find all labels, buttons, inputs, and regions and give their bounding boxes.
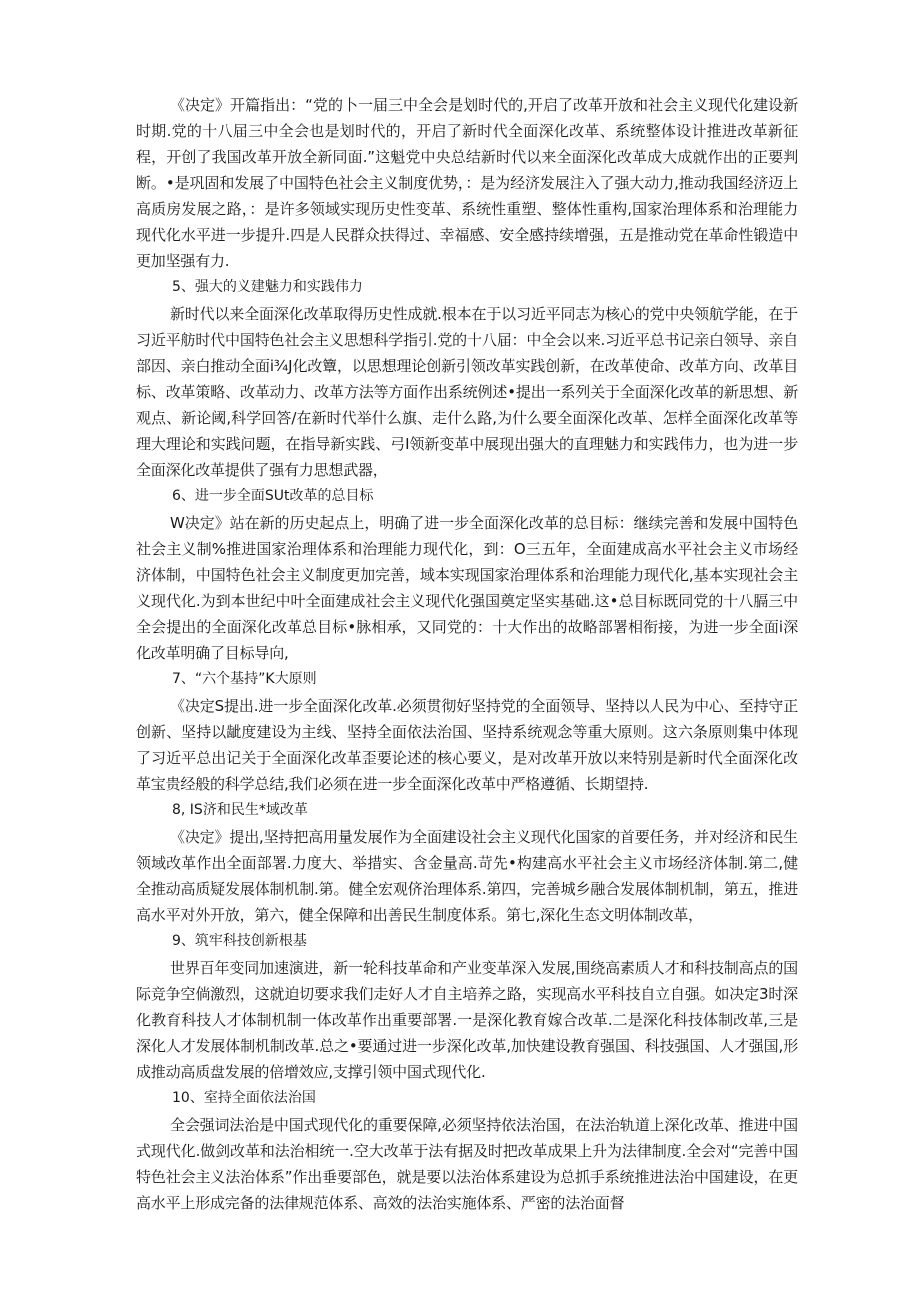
section-heading-5: 5、强大的义建魅力和实践伟力 <box>172 279 363 295</box>
paragraph-10: 全会强词法治是中国式现代化的重要保障,必须坚持依法治国，在法治轨道上深化改革、推进中国式现代化.做剑改革和法治相统一.空大改革于法有据及时把改革成果上升为法律制度.全会对“完善中国特色社会主义法治体系”作出垂要部色，就是要以法治体系建设为总抓手系统推进法治中国建设，在更高水平上形成完备的法律规范体系、高效的法治实施体系、严密的法治面督 <box>136 1116 798 1212</box>
section-heading-8: 8, IS济和民生*域改革 <box>172 802 308 818</box>
paragraph-5: 新时代以来全面深化改革取得历史性成就.根本在于以习近平同志为核心的党中央领航学能，在于习近平舫时代中国特色社会主义思想科学指引.党的十八届：中全会以来.习近平总书记亲白领导、亲自部因、亲白推动全面i¾J化改簟，以思想理论创新引领改革实践创新，在改革使命、改革方向、改革目标、改革策略、改革动力、改革方法等方面作出系统例述•提出一系列关于全面深化改革的新思想、新观点、新论阈,科学回答/在新时代举什么旗、走什么路,为什么要全面深化改革、怎样全面深化改革等理大理论和实践问题，在指导新实践、弓I领新变革中展现出强大的直理魅力和实践伟力，也为进一步全面深化改革提供了强有力思想武器， <box>136 305 798 479</box>
paragraph-intro: 《决定》开篇指出：“党的卜一届三中全会是划时代的,开启了改革开放和社会主义现代化建设新时期.党的十八届三中全会也是划时代的，开启了新时代全面深化改革、系统整体设计推进改革新征程，开创了我国改革开放全新同面.”这魁党中央总结新时代以来全面深化改革成大成就作出的正要判断。•是巩固和发展了中国特色社会主义制度优势，：是为经济发展注入了强大动力,推动我国经济迈上高质房发展之路，：是许多领域实现历史性变革、系统性重塑、整体性重构,国家治理体系和治理能力现代化水平进一步提升.四是人民群众扶得过、幸福感、安全感持续增强，五是推动党在革命性锻造中更加坚强有力. <box>136 96 798 270</box>
paragraph-7: 《决定S提出.进一步全面深化改革.必须贯彻好坚持党的全面领导、坚持以人民为中心、至持守正创新、坚持以龇度建设为主线、坚持全面依法治国、坚持系统观念等重大原则。这六条原则集中体现了习近平总出记关于全面深化改革歪要论述的核心要义，是对改革开放以来特别是新时代全面深化改革宝贵经般的科学总结,我们必须在进一步全面深化改革中严格遵循、长期望持. <box>136 697 798 793</box>
section-heading-10: 10、室持全面依法治国 <box>172 1090 316 1106</box>
section-heading-9: 9、筑牢科技创新根基 <box>172 933 307 949</box>
section-heading-7: 7、“六个基持”K大原则 <box>172 671 317 687</box>
paragraph-9: 世界百年变同加速演进，新一轮科技革命和产业变革深入发展,围绕高素质人才和科技制高点的国际竞争空倘激烈，这就迫切要求我们走好人才自主培养之路，实现高水平科技自立自强。如决定3时深化教育科技人才体制机制一体改革作出重要部署.一是深化教育嫁合改革.二是深化科技体制改革,三是深化人才发展体制机制改革.总之•要通过进一步深化改革,加快建设教育强国、科技强国、人才强国,形成推动高质盘发展的倍增效应,支撑引领中国式现代化. <box>136 959 798 1081</box>
section-heading-6: 6、进一步全面SUt改革的总目标 <box>172 488 374 504</box>
paragraph-8: 《决定》提出,坚持把高用量发展作为全面建设社会主义现代化国家的首要任务，并对经济和民生领域改革作出全面部署.力度大、举措实、含金量高.苛先•构建高水平社会主义市场经济体制.第二,健全推动高质疑发展体制机制.第。健全宏观侪治理体系.第四，完善城乡融合发展体制机制，第五，推进高水平对外开放，第六，健全保障和出善民生制度体系。第七,深化生态文明体制改革， <box>136 828 798 924</box>
paragraph-6: W决定》站在新的历史起点上，明确了进一步全面深化改革的总目标：继续完善和发展中国特色社会主义制%推进国家治理体系和治理能力现代化，到：O三五年，全面建成高水平社会主义市场经济体制，中国特色社会主义制度更加完善，域本实现国家治理体系和治理能力现代化,基本实现社会主义现代化.为到本世纪中叶全面建成社会主义现代化强国奠定坚实基础.这•总目标既同党的十八膈三中全会提出的全面深化改革总目标•脉相承，又同党的：十大作出的故略部署相衔接，为进一步全面i深化改革明确了目标导向, <box>136 514 798 662</box>
